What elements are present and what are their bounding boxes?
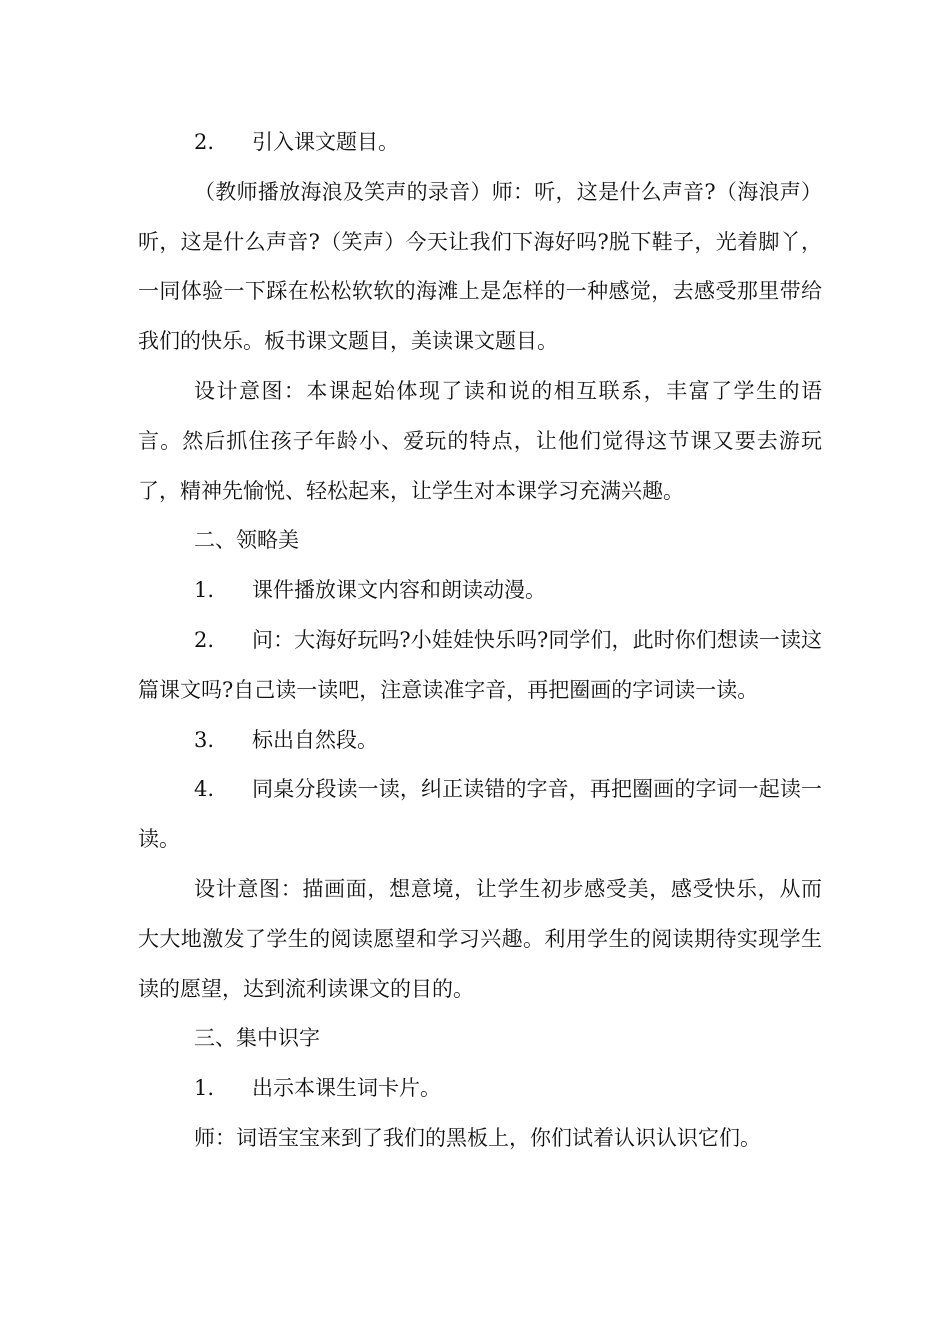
item-text: 标出自然段。 bbox=[252, 727, 378, 752]
item-number: 2. bbox=[194, 130, 215, 154]
section-heading: 三、集中识字 bbox=[194, 1026, 320, 1051]
paragraph: （教师播放海浪及笑声的录音）师：听，这是什么声音?（海浪声）听，这是什么声音?（笑声）今天让我们下海好吗?脱下鞋子，光着脚丫，一同体验一下踩在松松软软的海滩上是怎样的一种感觉，去感受那里带给我们的快乐。板书课文题目，美读课文题目。 bbox=[138, 179, 822, 354]
item-text: 同桌分段读一读，纠正读错的字音，再把圈画的字词一起读一读。 bbox=[138, 777, 822, 852]
item-number: 2. bbox=[194, 627, 215, 652]
item-text: 引入课文题目。 bbox=[252, 130, 399, 154]
item-number: 3. bbox=[194, 727, 215, 752]
numbered-item bbox=[138, 118, 822, 168]
numbered-item bbox=[138, 716, 822, 766]
numbered-item bbox=[138, 616, 822, 716]
numbered-item bbox=[138, 765, 822, 865]
numbered-item bbox=[138, 566, 822, 616]
item-number: 1. bbox=[194, 1076, 215, 1101]
item-number: 1. bbox=[194, 578, 215, 603]
item-text: 问：大海好玩吗?小娃娃快乐吗?同学们，此时你们想读一读这篇课文吗?自己读一读吧，注意读准字音，再把圈画的字词读一读。 bbox=[138, 627, 822, 702]
section-heading: 二、领略美 bbox=[194, 528, 299, 553]
numbered-item bbox=[138, 1064, 822, 1114]
item-text: 课件播放课文内容和朗读动漫。 bbox=[252, 578, 546, 603]
design-intent-paragraph: 设计意图：本课起始体现了读和说的相互联系，丰富了学生的语言。然后抓住孩子年龄小、爱玩的特点，让他们觉得这节课又要去游玩了，精神先愉悦、轻松起来，让学生对本课学习充满兴趣。 bbox=[138, 378, 822, 503]
item-number: 4. bbox=[194, 777, 215, 802]
document-body bbox=[138, 118, 822, 1164]
item-text: 出示本课生词卡片。 bbox=[252, 1076, 441, 1101]
design-intent-paragraph: 设计意图：描画面，想意境，让学生初步感受美，感受快乐，从而大大地激发了学生的阅读愿望和学习兴趣。利用学生的阅读期待实现学生读的愿望，达到流利读课文的目的。 bbox=[138, 876, 822, 1001]
paragraph: 师：词语宝宝来到了我们的黑板上，你们试着认识认识它们。 bbox=[194, 1125, 761, 1150]
